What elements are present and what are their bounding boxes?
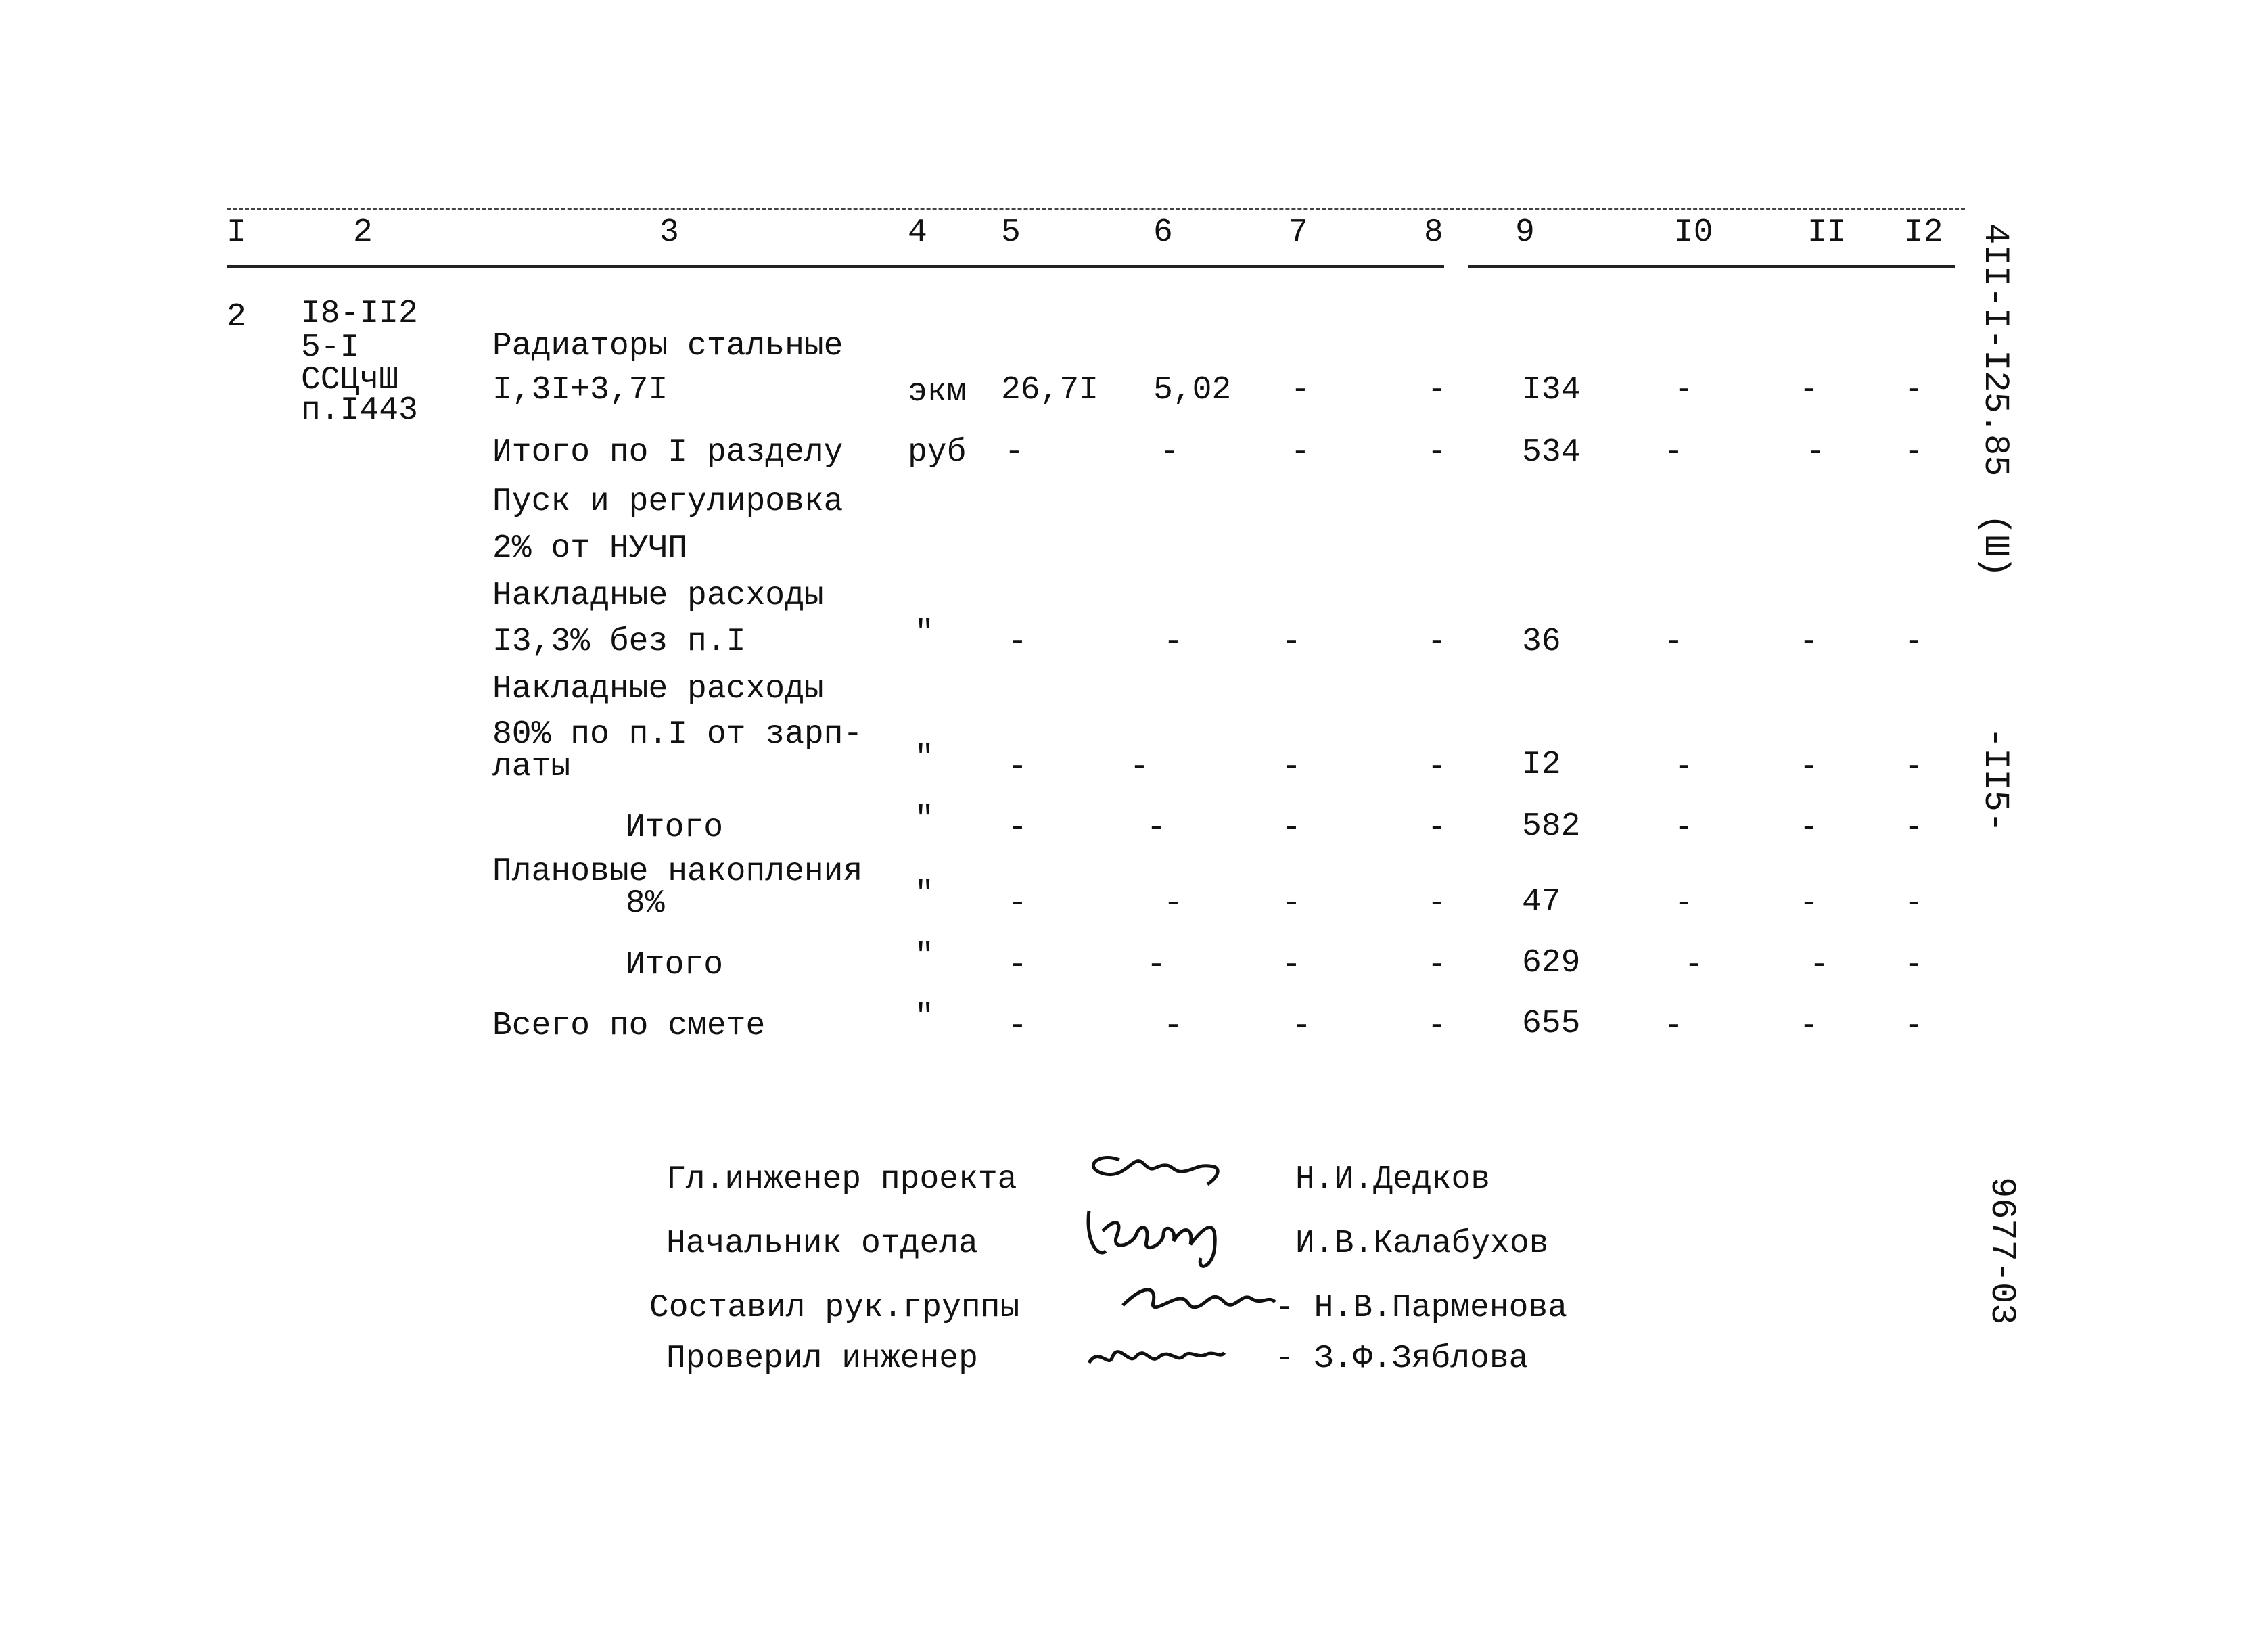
total-cell: 629 [1522, 945, 1581, 981]
col-header-6: 6 [1153, 214, 1173, 251]
value-cell: - [1147, 810, 1166, 846]
col-header-5: 5 [1001, 214, 1021, 251]
value-cell: - [1427, 1008, 1447, 1044]
item-description: Итого [626, 947, 724, 983]
value-cell: - [1147, 947, 1166, 983]
item-description: Накладные расходы [492, 671, 824, 707]
value-cell: - [1427, 810, 1447, 846]
unit-cell: " [915, 801, 934, 838]
header-rule-right [1468, 265, 1955, 268]
signer-name: Н.И.Дедков [1295, 1161, 1491, 1198]
rate-code-line: п.I443 [301, 392, 418, 429]
total-cell: 655 [1522, 1006, 1581, 1042]
value-cell: - [1904, 434, 1924, 471]
value-cell: - [1282, 947, 1301, 983]
value-cell: - [1904, 1008, 1924, 1044]
item-description: Пуск и регулировка [492, 484, 843, 520]
total-cell: I2 [1522, 747, 1561, 783]
value-cell: - [1291, 372, 1310, 409]
value-cell: - [1799, 1008, 1819, 1044]
total-cell: 534 [1522, 434, 1581, 471]
value-cell: 5,02 [1153, 372, 1232, 409]
value-cell: - [1291, 434, 1310, 471]
total-cell: 582 [1522, 808, 1581, 845]
col-header-2: 2 [353, 214, 373, 251]
value-cell: - [1163, 885, 1183, 922]
item-description: 8% [626, 885, 665, 922]
item-description: Накладные расходы [492, 578, 824, 614]
signature-kalabukhov [1075, 1204, 1258, 1278]
value-cell: - [1674, 749, 1694, 785]
unit-cell: " [915, 876, 934, 912]
signer-role: Составил рук.группы [649, 1290, 1020, 1326]
item-description: Плановые накопления [492, 854, 863, 890]
value-cell: - [1904, 810, 1924, 846]
value-cell: - [1904, 947, 1924, 983]
signer-name: И.В.Калабухов [1295, 1226, 1549, 1262]
value-cell: - [1799, 885, 1819, 922]
rate-code-line: 5-I [301, 329, 360, 366]
col-header-10: I0 [1674, 214, 1713, 251]
signature-zyablova [1082, 1332, 1231, 1380]
value-cell: - [1664, 434, 1684, 471]
value-cell: - [1799, 810, 1819, 846]
signer-name: - З.Ф.Зяблова [1275, 1341, 1529, 1377]
signer-role: Гл.инженер проекта [666, 1161, 1017, 1198]
value-cell: - [1008, 749, 1027, 785]
col-header-8: 8 [1424, 214, 1443, 251]
item-description: Итого [626, 810, 724, 846]
col-header-1: I [227, 214, 246, 251]
value-cell: - [1674, 885, 1694, 922]
value-cell: - [1427, 434, 1447, 471]
inventory-number-margin: 9677-03 [1982, 1177, 2022, 1325]
value-cell: - [1674, 372, 1694, 409]
total-cell: 47 [1522, 884, 1561, 921]
value-cell: - [1004, 434, 1024, 471]
item-description: 2% от НУЧП [492, 530, 688, 567]
item-description: I3,3% без п.I [492, 624, 746, 660]
value-cell: - [1799, 749, 1819, 785]
value-cell: - [1904, 749, 1924, 785]
signer-role: Начальник отдела [666, 1226, 978, 1262]
rate-code-line: ССЦчШ [301, 362, 399, 398]
signer-name: - Н.В.Парменова [1275, 1290, 1568, 1326]
value-cell: - [1282, 624, 1301, 660]
value-cell: - [1904, 372, 1924, 409]
value-cell: - [1809, 947, 1829, 983]
item-description: латы [492, 749, 571, 785]
value-cell: - [1160, 434, 1180, 471]
page-number-margin: -II5- [1975, 727, 2015, 833]
value-cell: - [1282, 885, 1301, 922]
unit-cell: руб [908, 434, 967, 471]
value-cell: - [1799, 624, 1819, 660]
value-cell: - [1008, 885, 1027, 922]
item-description: 80% по п.I от зарп- [492, 716, 863, 753]
item-description: Итого по I разделу [492, 434, 843, 471]
value-cell: - [1427, 624, 1447, 660]
unit-cell: " [915, 740, 934, 776]
value-cell: - [1684, 947, 1704, 983]
unit-cell: " [915, 615, 934, 651]
signature-parmenova [1116, 1272, 1285, 1326]
unit-cell: экм [908, 374, 967, 411]
item-description: Всего по смете [492, 1008, 766, 1044]
value-cell: - [1130, 749, 1149, 785]
col-header-4: 4 [908, 214, 927, 251]
value-cell: - [1427, 947, 1447, 983]
value-cell: - [1008, 947, 1027, 983]
item-description: I,3I+3,7I [492, 372, 668, 409]
value-cell: - [1163, 624, 1183, 660]
value-cell: - [1282, 810, 1301, 846]
item-description: Радиаторы стальные [492, 328, 843, 365]
value-cell: - [1008, 1008, 1027, 1044]
col-header-7: 7 [1289, 214, 1308, 251]
value-cell: - [1008, 624, 1027, 660]
signature-dedkov [1079, 1146, 1234, 1194]
col-header-9: 9 [1515, 214, 1535, 251]
album-margin: (Ш) [1975, 514, 2015, 578]
value-cell: - [1008, 810, 1027, 846]
value-cell: - [1427, 749, 1447, 785]
value-cell: - [1904, 885, 1924, 922]
value-cell: - [1282, 749, 1301, 785]
value-cell: - [1427, 885, 1447, 922]
doc-code-margin: 4II-I-I25.85 [1975, 223, 2015, 477]
header-rule [227, 265, 1444, 268]
col-header-3: 3 [659, 214, 679, 251]
row-number: 2 [227, 299, 246, 335]
value-cell: - [1664, 1008, 1684, 1044]
rate-code-line: I8-II2 [301, 296, 418, 332]
signer-role: Проверил инженер [666, 1341, 978, 1377]
col-header-12: I2 [1904, 214, 1943, 251]
top-rule [227, 208, 1965, 210]
value-cell: - [1427, 372, 1447, 409]
value-cell: - [1806, 434, 1826, 471]
total-cell: 36 [1522, 624, 1561, 660]
value-cell: - [1799, 372, 1819, 409]
value-cell: - [1292, 1008, 1312, 1044]
unit-cell: " [915, 938, 934, 975]
total-cell: I34 [1522, 372, 1581, 409]
value-cell: 26,7I [1001, 372, 1099, 409]
col-header-11: II [1807, 214, 1847, 251]
value-cell: - [1163, 1008, 1183, 1044]
unit-cell: " [915, 999, 934, 1035]
value-cell: - [1664, 624, 1684, 660]
value-cell: - [1674, 810, 1694, 846]
value-cell: - [1904, 624, 1924, 660]
